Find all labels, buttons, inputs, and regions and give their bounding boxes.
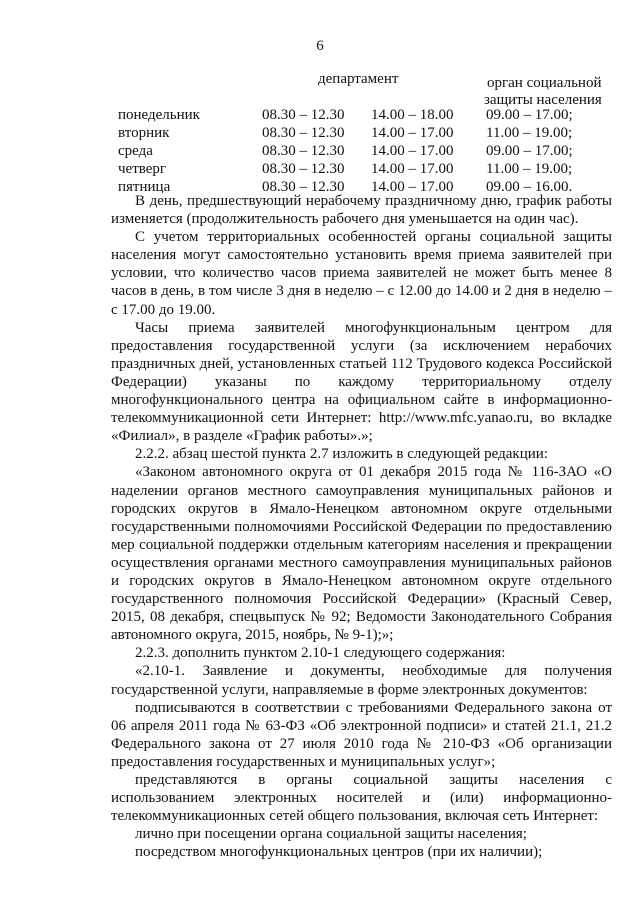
schedule-social-hours: 09.00 – 16.00. [486,179,573,195]
document-body [111,192,612,861]
paragraph: «Законом автономного округа от 01 декабря 2015 года № 116-ЗАО «О наделении органов местного самоуправления муниципальных районов и городских округов в Ямало-Ненецком автономном округе отдельными государственными полномочиями Российской Федерации по предоставлению мер социальной поддержки отдельным категориям населения и прекращении осуществления органами местного самоуправления муниципальных районов и городских округов в Ямало-Ненецком автономном округе отдельного государственного полномочия Российской Федерации» (Красный Север, 2015, 08 декабря, спецвыпуск № 92; Ведомости Законодательного Собрания автономного округа, 2015, ноябрь, № 9-1);»; [111,464,612,644]
schedule-afternoon: 14.00 – 18.00 [371,107,454,123]
schedule-day: понедельник [118,107,200,123]
schedule-social-hours: 11.00 – 19.00; [486,161,573,177]
schedule-header-social-line1: орган социальной [487,75,602,91]
schedule-header-department: департамент [318,71,399,87]
schedule-morning: 08.30 – 12.30 [262,161,345,177]
schedule-social-hours: 09.00 – 17.00; [486,107,573,123]
paragraph: В день, предшествующий нерабочему праздничному дню, график работы изменяется (продолжительность рабочего дня уменьшается на один час). [111,193,612,228]
paragraph: представляются в органы социальной защиты населения с использованием электронных носителей и (или) информационно-телекоммуникационных сетей общего пользования, включая сеть Интернет: [111,772,612,825]
paragraph: Часы приема заявителей многофункциональным центром для предоставления государственной услуги (за исключением нерабочих праздничных дней, установленных статьей 112 Трудового кодекса Российской Федерации) указаны по каждому территориальному отделу многофункционального центра на официальном сайте в информационно-телекоммуникационной сети Интернет: http://www.mfc.yanao.ru, во вкладке «Филиал», в разделе «График работы».»; [111,319,612,445]
schedule-table [0,0,640,200]
schedule-morning: 08.30 – 12.30 [262,125,345,141]
schedule-afternoon: 14.00 – 17.00 [371,143,454,159]
schedule-afternoon: 14.00 – 17.00 [371,161,454,177]
schedule-afternoon: 14.00 – 17.00 [371,179,454,195]
paragraph: лично при посещении органа социальной защиты населения; [135,826,527,843]
schedule-header-social-line2: защиты населения [484,92,602,108]
schedule-social-hours: 09.00 – 17.00; [486,143,573,159]
schedule-afternoon: 14.00 – 17.00 [371,125,454,141]
paragraph: посредством многофункциональных центров (при их наличии); [135,844,543,861]
paragraph: 2.2.2. абзац шестой пункта 2.7 изложить в следующей редакции: [135,446,548,463]
schedule-day: среда [118,143,153,159]
schedule-morning: 08.30 – 12.30 [262,107,345,123]
schedule-morning: 08.30 – 12.30 [262,179,345,195]
schedule-day: четверг [118,161,167,177]
paragraph: 2.2.3. дополнить пунктом 2.10-1 следующего содержания: [135,645,506,662]
paragraph: «2.10-1. Заявление и документы, необходимые для получения государственной услуги, направляемые в форме электронных документов: [111,663,612,698]
schedule-day: вторник [118,125,170,141]
schedule-social-hours: 11.00 – 19.00; [486,125,573,141]
paragraph: подписываются в соответствии с требованиями Федерального закона от 06 апреля 2011 года № 63-ФЗ «Об электронной подписи» и статей 21.1, 21.2 Федерального закона от 27 июля 2010 года № 210-ФЗ «Об организации предоставления государственных и муниципальных услуг»; [111,699,612,770]
paragraph: С учетом территориальных особенностей органы социальной защиты населения могут самостоятельно установить время приема заявителей при условии, что количество часов приема заявителей не может быть менее 8 часов в день, в том числе 3 дня в неделю – с 12.00 до 14.00 и 2 дня в неделю – с 17.00 до 19.00. [111,229,612,318]
page-number: 6 [316,38,324,54]
schedule-day: пятница [118,179,171,195]
schedule-morning: 08.30 – 12.30 [262,143,345,159]
